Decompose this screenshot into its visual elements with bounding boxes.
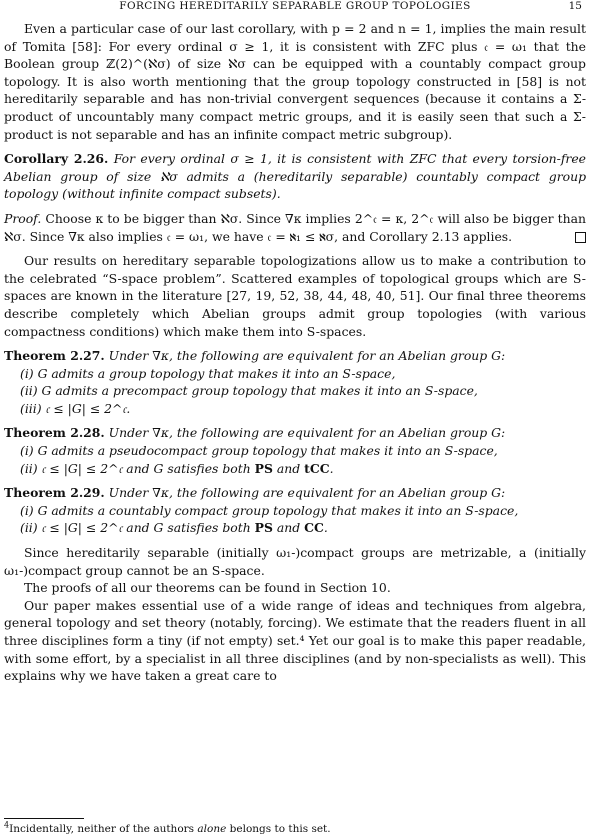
corollary-2-26 bbox=[4, 150, 586, 203]
theorem-item-text: (ii) 𝔠 ≤ |G| ≤ 2^𝔠 and G satisfies both bbox=[20, 460, 251, 476]
theorem-label: Theorem 2.28. bbox=[4, 425, 105, 441]
theorem-label: Theorem 2.29. bbox=[4, 485, 105, 501]
footnote-mark: 4 bbox=[4, 820, 10, 830]
theorem-item bbox=[4, 519, 586, 537]
running-title: FORCING HEREDITARILY SEPARABLE GROUP TOPOLOGIES bbox=[119, 0, 471, 12]
property-tcc: tCC bbox=[304, 460, 330, 476]
period: . bbox=[329, 460, 334, 476]
theorem-item-text: (ii) 𝔠 ≤ |G| ≤ 2^𝔠 and G satisfies both bbox=[20, 520, 251, 536]
theorem-item: (i) G admits a countably compact group topology that makes it into an S-space, bbox=[20, 502, 519, 518]
running-header bbox=[0, 0, 590, 14]
period: . bbox=[323, 520, 328, 536]
footnote-rule bbox=[4, 818, 84, 819]
property-cc: CC bbox=[304, 520, 324, 536]
property-ps: PS bbox=[254, 520, 273, 536]
conjunction: and bbox=[276, 520, 301, 536]
property-ps: PS bbox=[254, 460, 273, 476]
theorem-intro: Under ∇κ, the following are equivalent for an Abelian group G: bbox=[108, 348, 506, 364]
body-text bbox=[4, 20, 586, 685]
theorem-intro: Under ∇κ, the following are equivalent for an Abelian group G: bbox=[108, 425, 506, 441]
corollary-statement: For every ordinal σ ≥ 1, it is consistent with ZFC that every torsion-free Abelian group of size ℵσ admits a (hereditarily separable) countably compact group topology (without infinite compact subsets). bbox=[4, 151, 586, 202]
theorem-2-27 bbox=[4, 347, 586, 417]
footnote-emphasis: alone bbox=[197, 823, 227, 835]
paragraph-readership: Our paper makes essential use of a wide range of ideas and techniques from algebra, general topology and set theory (notably, forcing). We estimate that the readers fluent in all three disciplines form a tiny (if not empty) set.⁴ Yet our goal is to make this paper readable, with some effort, by a specialist in all three disciplines (and by non-specialists as well). This explains why we have taken a great care to bbox=[4, 597, 586, 684]
theorem-intro: Under ∇κ, the following are equivalent for an Abelian group G: bbox=[108, 485, 506, 501]
paragraph-metrizable: Since hereditarily separable (initially ω₁-)compact groups are metrizable, a (initially ω₁-)compact group cannot be an S-space. bbox=[4, 545, 586, 578]
footnote bbox=[4, 822, 586, 836]
paragraph-s-space: Our results on hereditary separable topologizations allow us to make a contribution to the celebrated “S-space problem”. Scattered examples of topological groups which are S-spaces are known in the literature [27, 19, 52, 38, 44, 48, 40, 51]. Our final three theorems describe completely which Abelian groups admit group topologies (with various compactness conditions) which make them into S-spaces. bbox=[4, 253, 586, 339]
page-number: 15 bbox=[568, 0, 582, 12]
theorem-item: (i) G admits a pseudocompact group topology that makes it into an S-space, bbox=[20, 443, 498, 459]
theorem-item: (ii) G admits a precompact group topology that makes it into an S-space, bbox=[20, 383, 478, 399]
proof-text: Choose κ to be bigger than ℵσ. Since ∇κ implies 2^𝔠 = κ, 2^𝔠 will also be bigger than ℵσ. Since ∇κ also implies 𝔠 = ω₁, we have 𝔠 = ℵ₁ ≤ ℵσ, and Corollary 2.13 applies. bbox=[4, 210, 586, 244]
footnote-text-end: belongs to this set. bbox=[229, 823, 331, 835]
theorem-item: (iii) 𝔠 ≤ |G| ≤ 2^𝔠. bbox=[20, 400, 131, 416]
theorem-2-28 bbox=[4, 424, 586, 477]
theorem-label: Theorem 2.27. bbox=[4, 348, 105, 364]
footnote-text: Incidentally, neither of the authors bbox=[9, 823, 195, 835]
conjunction: and bbox=[276, 460, 301, 476]
paragraph-proofs-location: The proofs of all our theorems can be found in Section 10. bbox=[24, 580, 391, 596]
theorem-2-29 bbox=[4, 484, 586, 537]
corollary-label: Corollary 2.26. bbox=[4, 151, 109, 167]
paragraph-tomita: Even a particular case of our last corollary, with p = 2 and n = 1, implies the main result of Tomita [58]: For every ordinal σ ≥ 1, it is consistent with ZFC plus 𝔠 = ω₁ that the Boolean group ℤ(2)^(ℵσ) of size ℵσ can be equipped with a countably compact group topology. It is also worth mentioning that the group topology constructed in [58] is not hereditarily separable and has non-trivial convergent sequences (because it contains a Σ-product of uncountably many compact metric groups, and it is easily seen that such a Σ-product is not separable and has an infinite compact metric subgroup). bbox=[4, 21, 586, 142]
theorem-item bbox=[4, 460, 586, 478]
proof-label: Proof. bbox=[4, 210, 42, 226]
theorem-item: (i) G admits a group topology that makes it into an S-space, bbox=[20, 365, 396, 381]
proof-block bbox=[4, 210, 586, 245]
qed-box-icon bbox=[575, 232, 586, 243]
